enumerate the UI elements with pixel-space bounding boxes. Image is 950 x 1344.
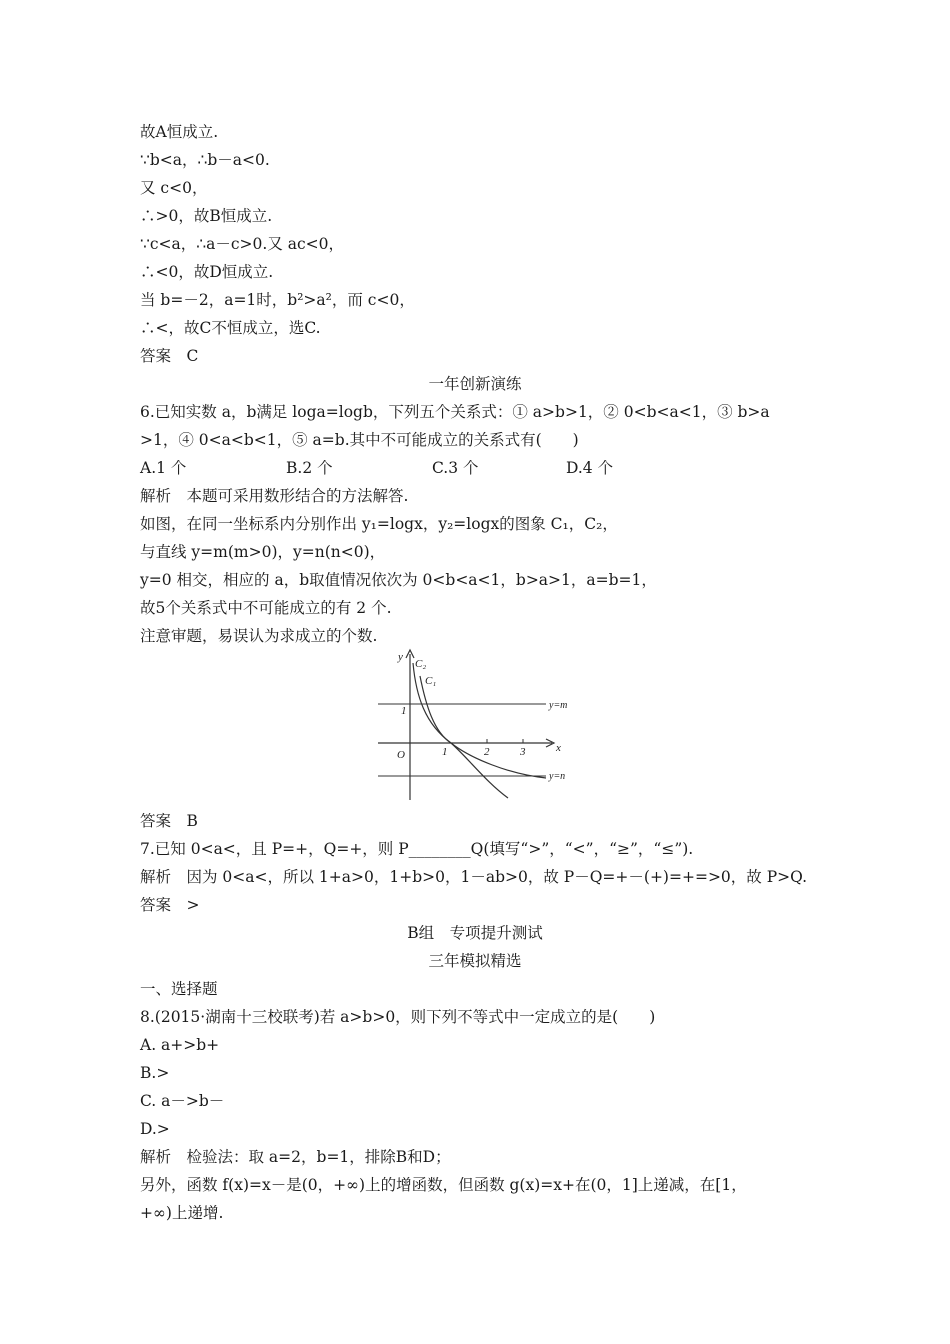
line-1: 故A恒成立. <box>140 123 219 141</box>
line-7: 当 b=－2，a=1时，b²>a²，而 c<0， <box>140 291 415 309</box>
part-heading: 一、选择题 <box>140 980 218 998</box>
y-axis-label: y <box>398 651 403 663</box>
curve-c2-label: C₂ <box>415 658 427 670</box>
section-title-group-b: B组 专项提升测试 <box>407 924 543 942</box>
q6-option-d: D.4 个 <box>566 459 614 477</box>
section-title-mock: 三年模拟精选 <box>428 952 522 970</box>
curve-c1 <box>420 676 546 778</box>
q8-analysis-2: 另外，函数 f(x)=x－是(0，+∞)上的增函数，但函数 g(x)=x+在(0，1]上递减，在[1， <box>140 1176 747 1194</box>
line-6: ∴<0，故D恒成立. <box>140 263 274 281</box>
q6-analysis-4: y=0 相交，相应的 a，b取值情况依次为 0<b<a<1，b>a>1，a=b=1， <box>140 571 657 589</box>
log-graph-figure <box>370 648 590 808</box>
tick-x-3-label: 3 <box>520 746 526 758</box>
section-title-annual: 一年创新演练 <box>428 375 522 393</box>
q6-option-c: C.3 个 <box>432 459 479 477</box>
answer-6: 答案 B <box>140 812 198 830</box>
tick-x-2-label: 2 <box>484 746 490 758</box>
curve-c1-label: C₁ <box>425 675 437 687</box>
q8-analysis-3: +∞)上递增. <box>140 1204 224 1222</box>
answer-7: 答案 > <box>140 896 200 914</box>
line-3: 又 c<0， <box>140 179 208 197</box>
q6-stem-2: >1，④ 0<a<b<1，⑤ a=b.其中不可能成立的关系式有( ) <box>140 431 579 449</box>
q6-option-a: A.1 个 <box>140 459 187 477</box>
q7-stem: 7.已知 0<a<，且 P=+，Q=+，则 P________Q(填写“>”，“<”，“≥”，“≤”). <box>140 840 694 858</box>
q7-analysis: 解析 因为 0<a<，所以 1+a>0，1+b>0，1－ab>0，故 P－Q=+－(+)=+=>0，故 P>Q. <box>140 868 808 886</box>
q6-stem-1: 6.已知实数 a，b满足 loga=logb，下列五个关系式：① a>b>1，② 0<b<a<1，③ b>a <box>140 403 770 421</box>
q8-option-c: C. a－>b－ <box>140 1092 225 1110</box>
q6-analysis-3: 与直线 y=m(m>0)，y=n(n<0)， <box>140 543 386 561</box>
line-n-label: y=n <box>549 771 566 782</box>
q6-analysis-5: 故5个关系式中不可能成立的有 2 个. <box>140 599 392 617</box>
line-5: ∵c<a，∴a－c>0.又 ac<0， <box>140 235 345 253</box>
q8-option-d: D.> <box>140 1120 170 1138</box>
q8-option-a: A. a+>b+ <box>140 1036 220 1054</box>
line-2: ∵b<a，∴b－a<0. <box>140 151 270 169</box>
tick-y-1-label: 1 <box>401 705 407 717</box>
tick-x-1-label: 1 <box>442 746 448 758</box>
origin-label: O <box>397 749 405 761</box>
line-m-label: y=m <box>549 700 568 711</box>
q6-analysis-2: 如图，在同一坐标系内分别作出 y₁=logx，y₂=logx的图象 C₁，C₂， <box>140 515 618 533</box>
q6-analysis-6: 注意审题，易误认为求成立的个数. <box>140 627 378 645</box>
x-axis-label: x <box>556 742 561 754</box>
q8-analysis-1: 解析 检验法：取 a=2，b=1，排除B和D； <box>140 1148 451 1166</box>
line-4: ∴>0，故B恒成立. <box>140 207 273 225</box>
q8-stem: 8.(2015·湖南十三校联考)若 a>b>0，则下列不等式中一定成立的是( ) <box>140 1008 656 1026</box>
q6-option-b: B.2 个 <box>286 459 333 477</box>
line-8: ∴<，故C不恒成立，选C. <box>140 319 321 337</box>
answer-5: 答案 C <box>140 347 199 365</box>
q8-option-b: B.> <box>140 1064 170 1082</box>
q6-analysis-1: 解析 本题可采用数形结合的方法解答. <box>140 487 409 505</box>
